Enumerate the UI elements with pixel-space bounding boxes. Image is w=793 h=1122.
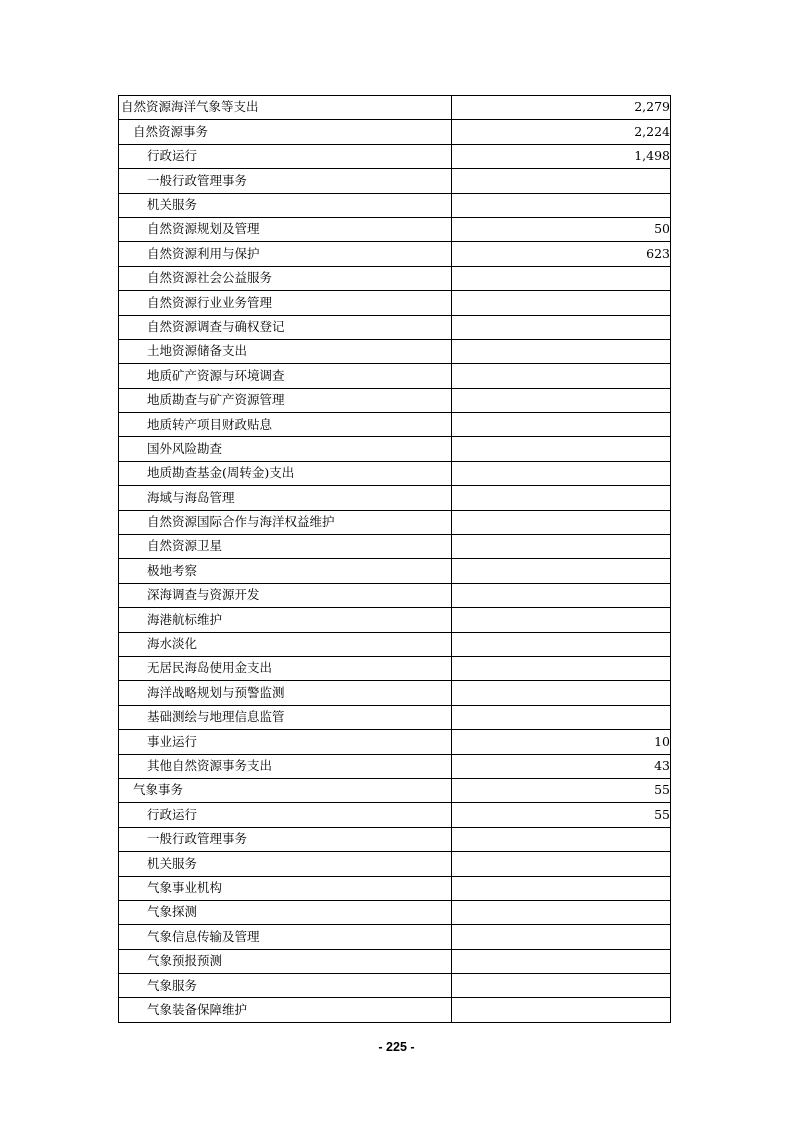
table-row — [119, 339, 671, 363]
row-amount — [452, 608, 671, 632]
row-amount — [452, 413, 671, 437]
row-amount — [452, 388, 671, 412]
row-amount — [452, 925, 671, 949]
row-item-name: 行政运行 — [119, 803, 452, 827]
row-item-name: 自然资源调查与确权登记 — [119, 315, 452, 339]
row-item-name: 无居民海岛使用金支出 — [119, 656, 452, 680]
row-item-name: 气象服务 — [119, 974, 452, 998]
row-amount: 50 — [452, 217, 671, 241]
row-amount — [452, 632, 671, 656]
row-amount: 43 — [452, 754, 671, 778]
row-item-name: 气象装备保障维护 — [119, 998, 452, 1022]
row-item-name: 自然资源国际合作与海洋权益维护 — [119, 510, 452, 534]
table-row — [119, 364, 671, 388]
table-row — [119, 266, 671, 290]
row-amount — [452, 949, 671, 973]
row-amount — [452, 656, 671, 680]
table-row — [119, 925, 671, 949]
row-item-name: 深海调查与资源开发 — [119, 583, 452, 607]
row-item-name: 国外风险勘查 — [119, 437, 452, 461]
table-row — [119, 681, 671, 705]
row-item-name: 气象信息传输及管理 — [119, 925, 452, 949]
row-amount: 1,498 — [452, 144, 671, 168]
row-amount — [452, 900, 671, 924]
table-row — [119, 900, 671, 924]
row-item-name: 海洋战略规划与预警监测 — [119, 681, 452, 705]
table-row — [119, 778, 671, 802]
table-row — [119, 437, 671, 461]
row-item-name: 自然资源事务 — [119, 120, 452, 144]
table-row — [119, 730, 671, 754]
table-row — [119, 876, 671, 900]
row-item-name: 自然资源利用与保护 — [119, 242, 452, 266]
row-amount — [452, 364, 671, 388]
table-row — [119, 559, 671, 583]
row-item-name: 自然资源社会公益服务 — [119, 266, 452, 290]
row-item-name: 自然资源行业业务管理 — [119, 291, 452, 315]
table-row — [119, 803, 671, 827]
row-amount — [452, 169, 671, 193]
table-row — [119, 632, 671, 656]
row-amount — [452, 291, 671, 315]
row-amount: 2,279 — [452, 96, 671, 120]
row-amount — [452, 876, 671, 900]
row-item-name: 气象预报预测 — [119, 949, 452, 973]
table-row — [119, 583, 671, 607]
table-row — [119, 144, 671, 168]
row-amount — [452, 193, 671, 217]
row-item-name: 行政运行 — [119, 144, 452, 168]
table-row — [119, 193, 671, 217]
row-item-name: 地质勘查基金(周转金)支出 — [119, 461, 452, 485]
row-amount — [452, 486, 671, 510]
row-amount — [452, 266, 671, 290]
row-amount — [452, 315, 671, 339]
table-row — [119, 949, 671, 973]
table-row — [119, 535, 671, 559]
row-amount — [452, 998, 671, 1022]
table-row — [119, 486, 671, 510]
table-row — [119, 120, 671, 144]
row-amount: 2,224 — [452, 120, 671, 144]
table-row — [119, 852, 671, 876]
row-item-name: 基础测绘与地理信息监管 — [119, 705, 452, 729]
row-amount — [452, 535, 671, 559]
table-row — [119, 656, 671, 680]
table-row — [119, 705, 671, 729]
row-item-name: 机关服务 — [119, 193, 452, 217]
row-amount — [452, 583, 671, 607]
row-amount — [452, 461, 671, 485]
row-amount — [452, 437, 671, 461]
row-amount: 10 — [452, 730, 671, 754]
table-row — [119, 510, 671, 534]
row-item-name: 地质矿产资源与环境调查 — [119, 364, 452, 388]
row-amount: 55 — [452, 778, 671, 802]
row-amount — [452, 339, 671, 363]
row-item-name: 海水淡化 — [119, 632, 452, 656]
table-row — [119, 315, 671, 339]
row-item-name: 气象事业机构 — [119, 876, 452, 900]
table-row — [119, 827, 671, 851]
expenditure-table — [118, 95, 671, 1023]
row-item-name: 其他自然资源事务支出 — [119, 754, 452, 778]
row-item-name: 气象探测 — [119, 900, 452, 924]
row-amount — [452, 681, 671, 705]
table-row — [119, 169, 671, 193]
row-item-name: 一般行政管理事务 — [119, 169, 452, 193]
table-row — [119, 998, 671, 1022]
row-amount — [452, 510, 671, 534]
row-item-name: 事业运行 — [119, 730, 452, 754]
row-amount — [452, 827, 671, 851]
row-item-name: 地质转产项目财政贴息 — [119, 413, 452, 437]
row-amount — [452, 559, 671, 583]
table-row — [119, 388, 671, 412]
row-amount — [452, 852, 671, 876]
table-row — [119, 608, 671, 632]
page-number: - 225 - — [378, 1040, 415, 1054]
row-amount: 623 — [452, 242, 671, 266]
row-item-name: 地质勘查与矿产资源管理 — [119, 388, 452, 412]
table-row — [119, 96, 671, 120]
row-item-name: 海港航标维护 — [119, 608, 452, 632]
table-row — [119, 413, 671, 437]
table-row — [119, 754, 671, 778]
row-amount — [452, 974, 671, 998]
table-row — [119, 217, 671, 241]
row-amount — [452, 705, 671, 729]
table-row — [119, 242, 671, 266]
row-amount: 55 — [452, 803, 671, 827]
row-item-name: 一般行政管理事务 — [119, 827, 452, 851]
row-item-name: 海域与海岛管理 — [119, 486, 452, 510]
row-item-name: 机关服务 — [119, 852, 452, 876]
row-item-name: 自然资源卫星 — [119, 535, 452, 559]
table-body — [119, 96, 671, 1023]
row-item-name: 气象事务 — [119, 778, 452, 802]
row-item-name: 土地资源储备支出 — [119, 339, 452, 363]
row-item-name: 自然资源海洋气象等支出 — [119, 96, 452, 120]
table-row — [119, 291, 671, 315]
row-item-name: 自然资源规划及管理 — [119, 217, 452, 241]
table-row — [119, 461, 671, 485]
table-row — [119, 974, 671, 998]
row-item-name: 极地考察 — [119, 559, 452, 583]
